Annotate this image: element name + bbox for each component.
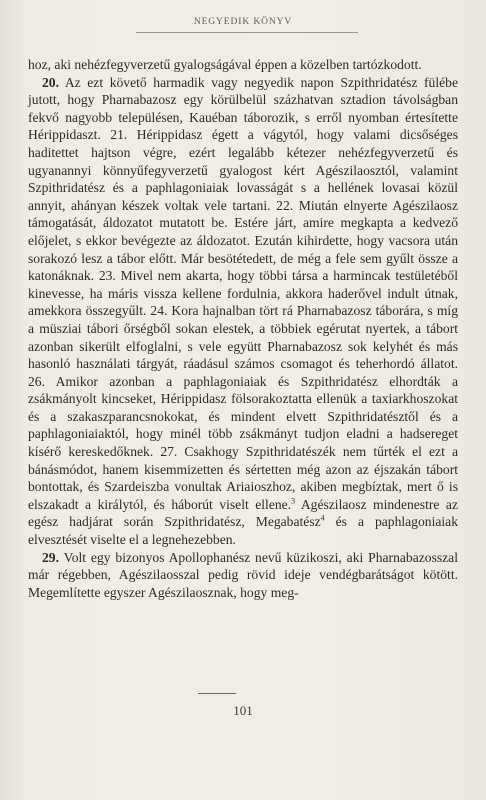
footnote-marker[interactable]: 4 [320,513,325,523]
paragraph-text-end: és a paphlagoniaiak elvesztését viselte el a legnehezebben. [28,514,458,548]
section-number: 20. [42,74,59,90]
body-text [28,56,458,601]
paragraph-text: Volt egy bizonyos Apollophanész nevű küzikoszi, aki Pharnabazosszal már régebben, Agészilaosszal pedig rövid ideje vendégbarátságot kötött. Megemlítette egyszer Agészilaosznak, hogy meg- [28,549,458,600]
paragraph-text: Az ezt követő harmadik vagy negyedik napon Szpithridatész fülébe jutott, hogy Pharnabazosz egy körülbelül százhatvan sztadion távolságban fekvő nagyobb településen, Kauéban táborozik, s erről nyomban értesítette Hérippidaszt. 21. Hérippidasz égett a vágytól, hogy valami dicsőséges haditettet hajtson végre, ezért legalább kétezer nehézfegyverzetű és ugyanannyi könnyűfegyverzetű gyalogost kért Agészilaosztól, valamint Szpithridatész és a paphlagoniaiak lovasságát s a hellének lovasai közül annyit, ahányan készek voltak vele tartani. 22. Miután elnyerte Agészilaosz támogatását, áldozatot mutatott be. Estére járt, amire megkapta a kedvező előjelet, s ekkor bevégezte az áldozatot. Ezután kihirdette, hogy vacsora után sorakozó lesz a tábor előtt. Már besötétedett, de még a fele sem gyűlt össze a katonáknak. 23. Mivel nem akarta, hogy többi társa a harmincak testületéből kinevesse, ha máris vissza kellene fordulnia, akkora haderővel indult útnak, amekkora összegyűlt. 24. Kora hajnalban tört rá Pharnabazosz táborára, s míg a müsziai tábori őrségből sokan elestek, a többiek egérutat nyertek, a tábort azonban sikerült elfoglalni, s vele együtt Pharnabazosz sok kelyhét és más hasonló használati tárgyát, ráadásul számos csomagot és teherhordó állatot. 26. Amikor azonban a paphlagoniaiak és Szpithridatész elhordták a zsákmányolt kincseket, Hérippidasz fölsorakoztatta ellenük a taxiarkhoszokat és a szakaszparancsnokokat, és mindent elvett Szpithridatésztől és a paphlagoniaiaktól, hogy minél több zsákmányt tudjon eladni a hadsereget kísérő kereskedőknek. 27. Csakhogy Szpithridatészék nem tűrték el ezt a bánásmódot, hanem kisemmizetten és sértetten még azon az éjszakán tábort bontottak, és Szardeiszba vonultak Ariaioszhoz, akiben megbíztak, mert ő is elszakadt a királytól, és háborút viselt ellene. [28,74,458,512]
running-head: NEGYEDIK KÖNYV [193,17,293,27]
section-number: 29. [42,549,59,565]
paragraph-20 [28,74,458,549]
paragraph-29 [28,549,458,602]
header-rule [136,32,358,33]
page-number: 101 [233,703,253,718]
paragraph-text-cont: Agészilaosz mindenestre az egész hadjárat során Szpithridatész, Megabatész [28,496,458,530]
footnote-marker[interactable]: 3 [291,496,296,506]
paragraph-continuation [28,56,458,74]
footer-rule [198,693,236,694]
paragraph-text: hoz, aki nehézfegyverzetű gyalogságával éppen a közelben tartózkodott. [28,57,422,72]
